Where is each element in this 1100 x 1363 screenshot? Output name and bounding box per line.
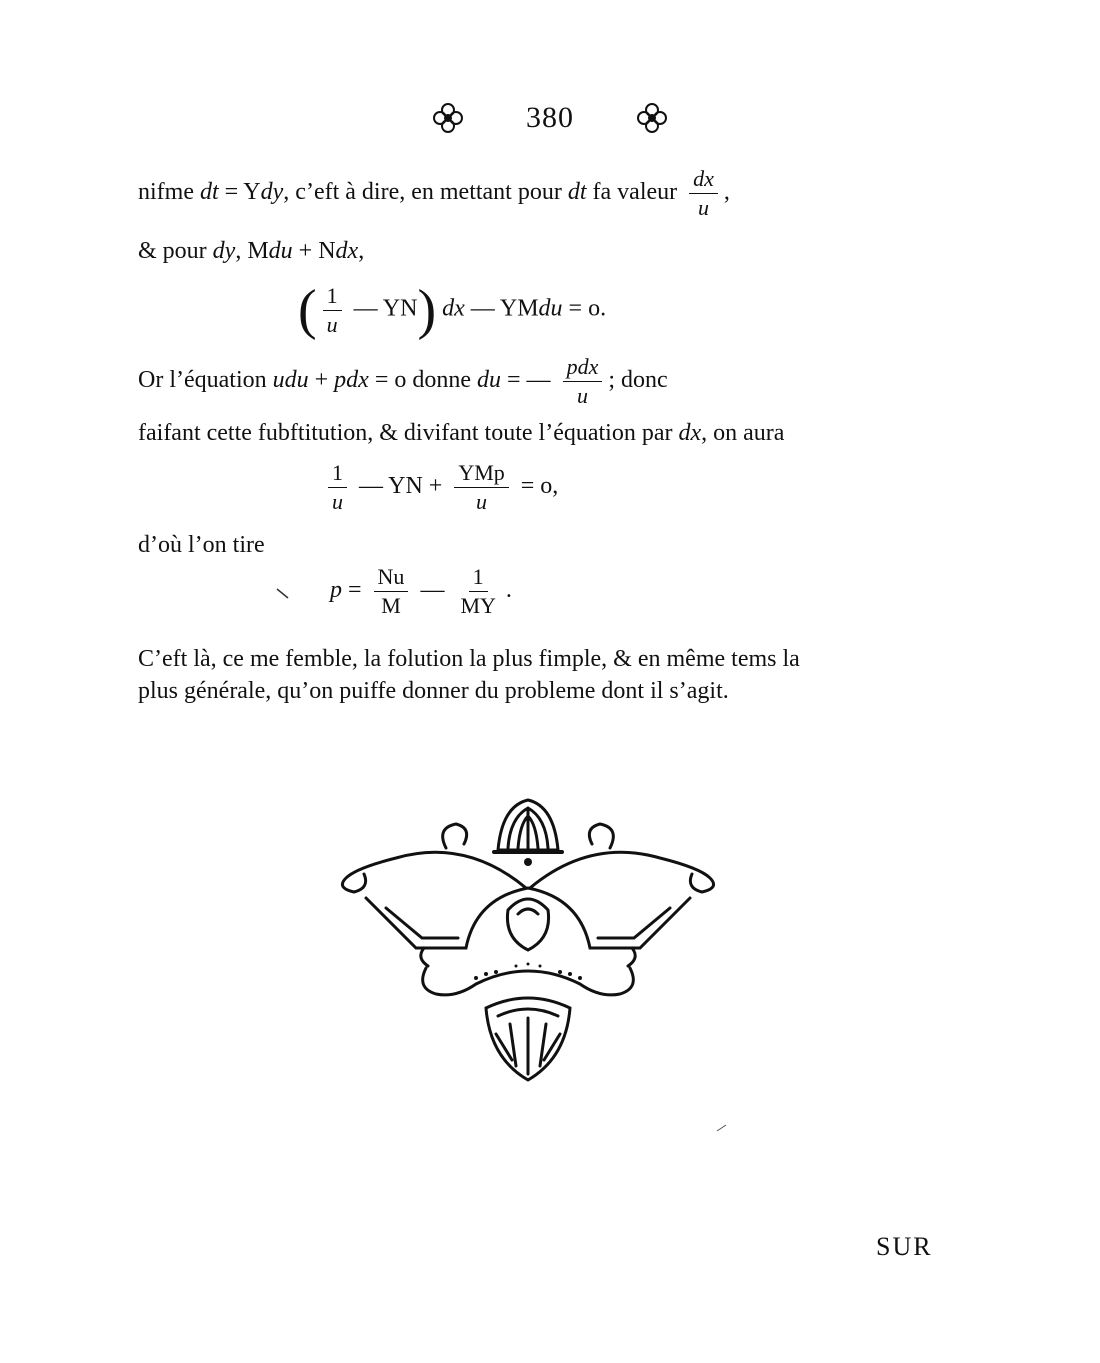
fraction-numerator: pdx xyxy=(563,356,603,382)
text: — YM xyxy=(464,295,539,322)
text: , xyxy=(358,238,365,264)
text-line-7: d’où l’on tire xyxy=(138,532,265,558)
text: , c’eft à dire, en mettant pour xyxy=(283,179,568,206)
page-header xyxy=(0,100,1100,136)
text: = o donne xyxy=(368,367,478,394)
equation-2 xyxy=(322,462,558,513)
text: nifme xyxy=(138,179,200,206)
math-term: p xyxy=(330,577,342,604)
text: Or l’équation xyxy=(138,367,273,394)
fraction-numerator: 1 xyxy=(328,462,347,488)
text: . xyxy=(505,577,512,604)
fleuron-icon xyxy=(430,100,466,136)
math-term: pdx xyxy=(334,367,369,394)
math-term: du xyxy=(538,295,563,322)
fraction-denominator: M xyxy=(381,593,401,618)
math-term: du xyxy=(477,367,502,394)
math-term: udu xyxy=(272,367,309,394)
math-term: du xyxy=(268,238,293,264)
equation-1 xyxy=(298,279,607,341)
fraction-denominator: MY xyxy=(460,593,496,618)
catchword: SUR xyxy=(876,1232,933,1261)
text: = o, xyxy=(514,473,559,500)
text: , xyxy=(723,179,730,206)
paren-right: ) xyxy=(417,279,437,341)
text: = — xyxy=(501,367,557,394)
text: , M xyxy=(235,238,269,264)
fraction-denominator: u xyxy=(576,383,588,408)
equation-3 xyxy=(330,566,512,617)
math-term: dx xyxy=(678,420,702,446)
fraction-denominator: u xyxy=(326,311,338,337)
text-line-2 xyxy=(138,236,963,266)
fraction xyxy=(374,566,409,617)
math-term: dy xyxy=(260,179,284,206)
text: = xyxy=(342,577,368,604)
stray-mark xyxy=(276,588,290,600)
fraction xyxy=(454,462,508,513)
ornament-vignette-icon xyxy=(326,788,730,1086)
fraction xyxy=(689,168,718,219)
fraction-numerator: 1 xyxy=(323,285,342,311)
text-line-4 xyxy=(138,356,963,407)
fraction-numerator: dx xyxy=(689,168,718,194)
math-term: dt xyxy=(199,179,219,206)
fraction xyxy=(563,356,603,407)
fraction-numerator: 1 xyxy=(469,566,488,592)
text: — YN xyxy=(347,295,418,322)
text-line-10: plus générale, qu’on puiffe donner du probleme dont il s’agit. xyxy=(138,678,729,704)
fraction xyxy=(328,462,347,513)
text: ; donc xyxy=(608,367,668,394)
text-line-9: C’eft là, ce me femble, la folution la plus fimple, & en même tems la xyxy=(138,646,800,672)
fraction-denominator: u xyxy=(332,489,343,514)
fraction xyxy=(323,282,342,337)
fraction-denominator: u xyxy=(476,489,488,514)
text: & pour xyxy=(138,238,213,264)
math-term: dx xyxy=(335,238,359,264)
text-line-1 xyxy=(138,168,963,219)
fraction-denominator: u xyxy=(698,195,709,220)
text: = o. xyxy=(562,295,607,322)
fraction-numerator: Nu xyxy=(374,566,409,592)
text: — xyxy=(414,577,451,604)
page-number: 380 xyxy=(526,101,574,134)
text: , on aura xyxy=(701,420,785,446)
fraction-numerator: YMp xyxy=(454,462,508,488)
text: — YN + xyxy=(353,473,449,500)
text: + N xyxy=(292,238,336,264)
text: faifant cette fubftitution, & divifant toute l’équation par xyxy=(138,420,679,446)
fleuron-icon xyxy=(634,100,670,136)
text: + xyxy=(308,367,335,394)
stray-mark xyxy=(716,1124,728,1132)
math-term: dy xyxy=(212,238,236,264)
paren-left: ( xyxy=(298,279,317,341)
text-line-5 xyxy=(138,418,963,448)
fraction xyxy=(456,566,499,617)
math-term: dx xyxy=(442,295,465,322)
text: = Y xyxy=(218,179,261,206)
text: fa valeur xyxy=(586,179,684,206)
math-term: dt xyxy=(567,179,587,206)
